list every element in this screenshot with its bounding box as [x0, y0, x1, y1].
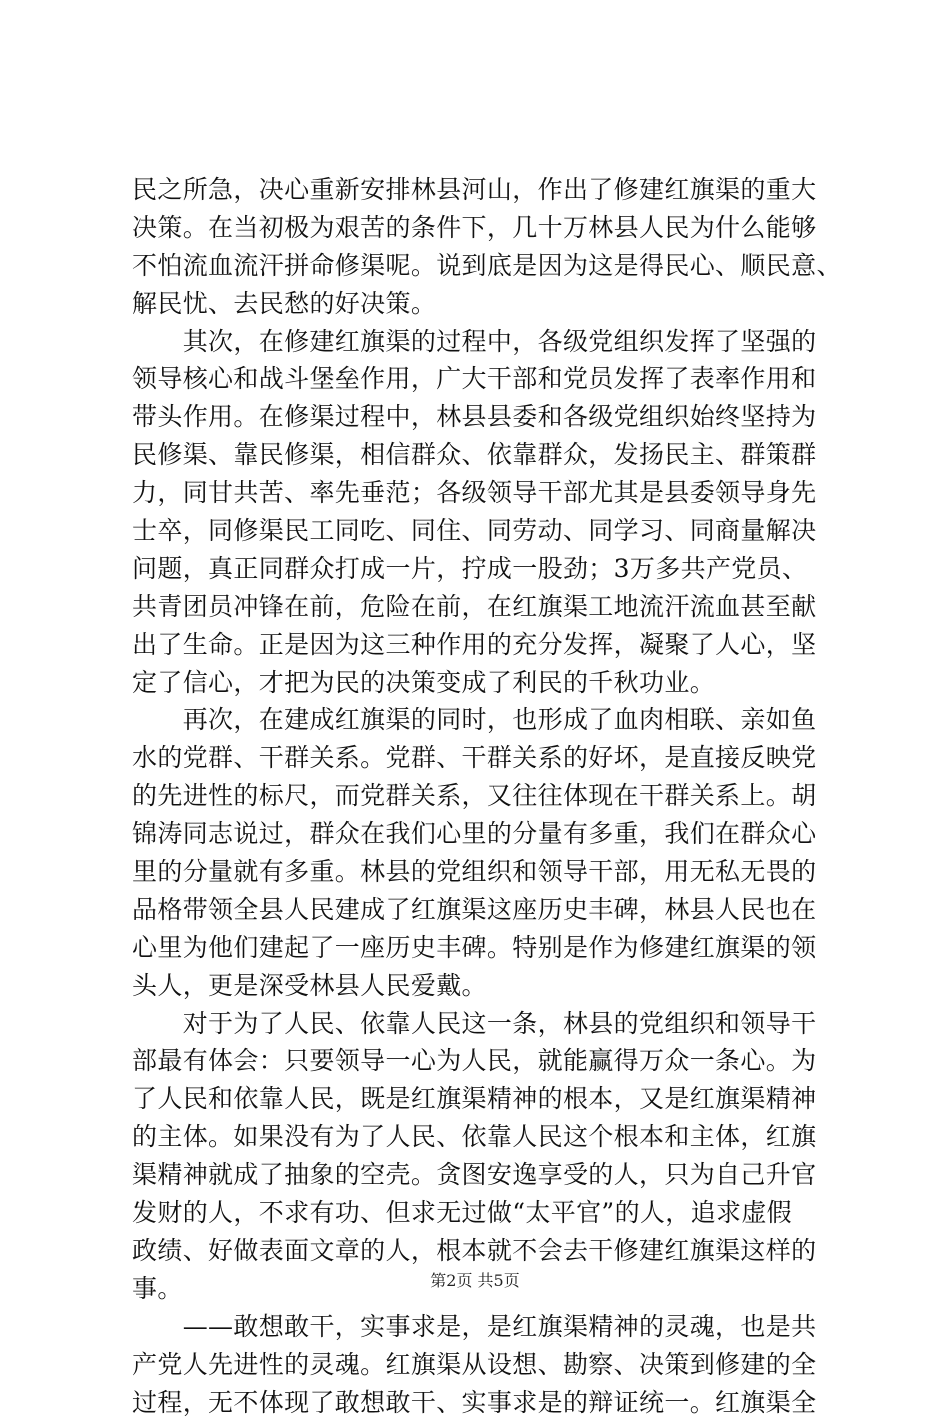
text-line: 头人，更是深受林县人民爱戴。	[132, 967, 822, 1005]
text-line: 决策。在当初极为艰苦的条件下，几十万林县人民为什么能够	[132, 209, 822, 247]
text-line: 士卒，同修渠民工同吃、同住、同劳动、同学习、同商量解决	[132, 512, 822, 550]
text-line: 政绩、好做表面文章的人，根本就不会去干修建红旗渠这样的	[132, 1232, 822, 1270]
text-line: 部最有体会：只要领导一心为人民，就能赢得万众一条心。为	[132, 1042, 822, 1080]
text-line: 带头作用。在修渠过程中，林县县委和各级党组织始终坚持为	[132, 398, 822, 436]
text-line: 对于为了人民、依靠人民这一条，林县的党组织和领导干	[132, 1005, 822, 1043]
text-line: 领导核心和战斗堡垒作用，广大干部和党员发挥了表率作用和	[132, 360, 822, 398]
text-line: 锦涛同志说过，群众在我们心里的分量有多重，我们在群众心	[132, 815, 822, 853]
text-line: 再次，在建成红旗渠的同时，也形成了血肉相联、亲如鱼	[132, 701, 822, 739]
text-line: 问题，真正同群众打成一片，拧成一股劲；3万多共产党员、	[132, 550, 822, 588]
text-line: 民之所急，决心重新安排林县河山，作出了修建红旗渠的重大	[132, 171, 822, 209]
text-line: 品格带领全县人民建成了红旗渠这座历史丰碑，林县人民也在	[132, 891, 822, 929]
text-line: 里的分量就有多重。林县的党组织和领导干部，用无私无畏的	[132, 853, 822, 891]
text-line: 事。	[132, 1270, 822, 1308]
text-line: 其次，在修建红旗渠的过程中，各级党组织发挥了坚强的	[132, 323, 822, 361]
body-text	[132, 171, 822, 1421]
text-line: 共青团员冲锋在前，危险在前，在红旗渠工地流汗流血甚至献	[132, 588, 822, 626]
text-line: 的先进性的标尺，而党群关系，又往往体现在干群关系上。胡	[132, 777, 822, 815]
text-line: 水的党群、干群关系。党群、干群关系的好坏，是直接反映党	[132, 739, 822, 777]
text-line: 渠精神就成了抽象的空壳。贪图安逸享受的人，只为自己升官	[132, 1156, 822, 1194]
text-line: 出了生命。正是因为这三种作用的充分发挥，凝聚了人心，坚	[132, 626, 822, 664]
text-line: 过程，无不体现了敢想敢干、实事求是的辩证统一。红旗渠全	[132, 1384, 822, 1421]
text-line: 的主体。如果没有为了人民、依靠人民这个根本和主体，红旗	[132, 1118, 822, 1156]
text-line: 解民忧、去民愁的好决策。	[132, 285, 822, 323]
page-number-footer: 第2页 共5页	[0, 1271, 950, 1291]
text-line: 产党人先进性的灵魂。红旗渠从设想、勘察、决策到修建的全	[132, 1346, 822, 1384]
text-line: ——敢想敢干，实事求是，是红旗渠精神的灵魂，也是共	[132, 1308, 822, 1346]
text-line: 不怕流血流汗拼命修渠呢。说到底是因为这是得民心、顺民意、	[132, 247, 822, 285]
text-line: 定了信心，才把为民的决策变成了利民的千秋功业。	[132, 664, 822, 702]
text-line: 了人民和依靠人民，既是红旗渠精神的根本，又是红旗渠精神	[132, 1080, 822, 1118]
text-line: 民修渠、靠民修渠，相信群众、依靠群众，发扬民主、群策群	[132, 436, 822, 474]
text-line: 心里为他们建起了一座历史丰碑。特别是作为修建红旗渠的领	[132, 929, 822, 967]
text-line: 发财的人，不求有功、但求无过做“太平官”的人，追求虚假	[132, 1194, 822, 1232]
text-line: 力，同甘共苦、率先垂范；各级领导干部尤其是县委领导身先	[132, 474, 822, 512]
